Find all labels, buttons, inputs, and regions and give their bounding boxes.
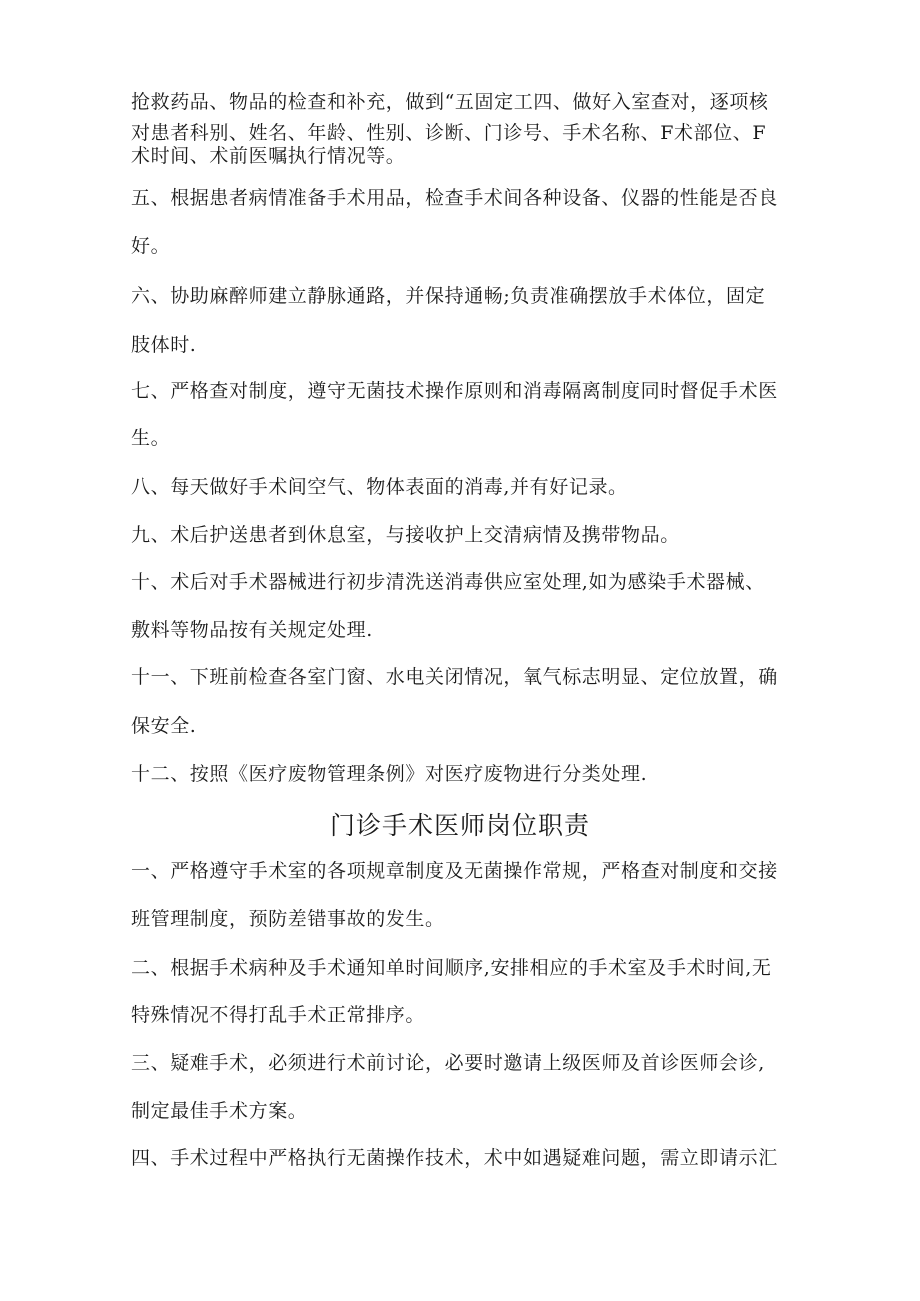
text-line: 保安全. (131, 715, 197, 737)
section-title: 门诊手术医师岗位职责 (329, 811, 590, 840)
text-line: 七、严格查对制度，遵守无菌技术操作原则和消毒隔离制度同时督促手术医 (131, 380, 778, 402)
text-line: 四、手术过程中严格执行无菌操作技术，术中如遇疑难问题，需立即请示汇 (131, 1147, 778, 1169)
text-line: 肢体时. (131, 334, 197, 356)
text-line: 十一、下班前检查各室门窗、水电关闭情况，氧气标志明显、定位放置，确 (131, 666, 778, 688)
text-line: 制定最佳手术方案。 (131, 1100, 308, 1122)
text-line: 六、协助麻醉师建立静脉通路，并保持通畅;负责准确摆放手术体位，固定 (131, 285, 766, 307)
text-line: 特殊情况不得打乱手术正常排序。 (131, 1004, 426, 1026)
text-line: 敷料等物品按有关规定处理. (131, 619, 373, 641)
text-line: 好。 (131, 235, 171, 257)
text-line: 十二、按照《医疗废物管理条例》对医疗废物进行分类处理. (131, 763, 648, 785)
text-line: 对患者科别、姓名、年龄、性别、诊断、门诊号、手术名称、F术部位、F (131, 122, 767, 144)
text-line: 三、疑难手术，必须进行术前讨论，必要时邀请上级医师及首诊医师会诊, (131, 1052, 765, 1074)
text-line: 九、术后护送患者到休息室，与接收护上交清病情及携带物品。 (131, 524, 680, 546)
text-line: 五、根据患者病情准备手术用品，检查手术间各种设备、仪器的性能是否良 (131, 187, 778, 209)
text-line: 一、严格遵守手术室的各项规章制度及无菌操作常规，严格查对制度和交接 (131, 860, 778, 882)
text-line: 十、术后对手术器械进行初步清洗送消毒供应室处理,如为感染手术器械、 (131, 571, 765, 593)
text-line: 二、根据手术病种及手术通知单时间顺序,安排相应的手术室及手术时间,无 (131, 957, 772, 979)
text-line: 术时间、术前医嘱执行情况等。 (131, 145, 406, 167)
text-line: 抢救药品、物品的检查和补充，做到“五固定工四、做好入室查对，逐项核 (131, 91, 769, 113)
text-line: 生。 (131, 427, 171, 449)
text-line: 班管理制度，预防差错事故的发生。 (131, 908, 445, 930)
text-line: 八、每天做好手术间空气、物体表面的消毒,并有好记录。 (131, 476, 628, 498)
